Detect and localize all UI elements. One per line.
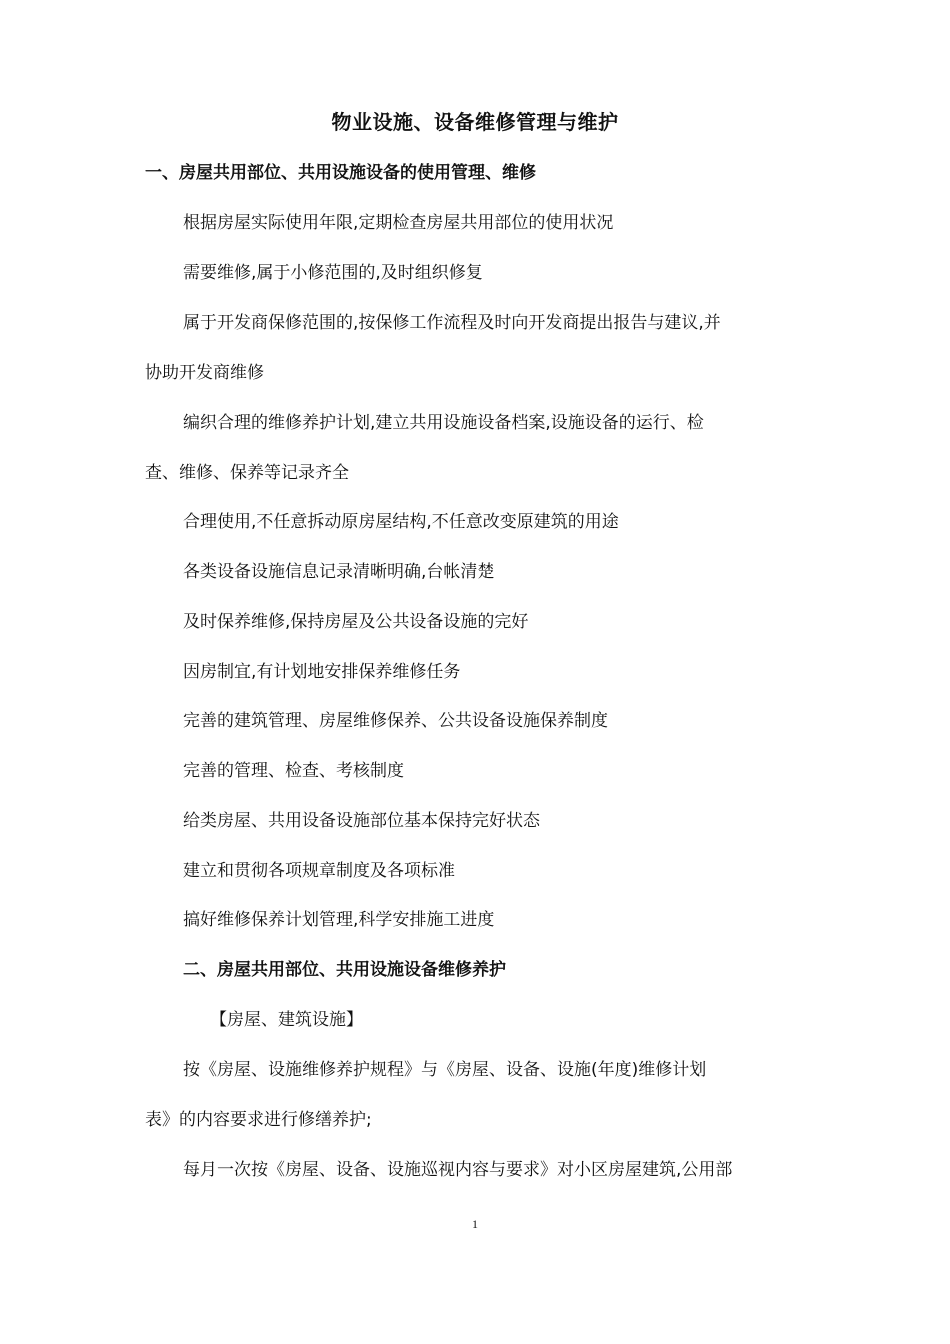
page-number: 1 [472, 1217, 478, 1231]
paragraph-line: 表》的内容要求进行修缮养护; [145, 1110, 372, 1130]
section-heading-2: 二、房屋共用部位、共用设施设备维修养护 [183, 960, 506, 980]
paragraph-line: 根据房屋实际使用年限,定期检查房屋共用部位的使用状况 [183, 213, 614, 233]
paragraph-line: 搞好维修保养计划管理,科学安排施工进度 [183, 910, 495, 930]
paragraph-line: 各类设备设施信息记录清晰明确,台帐清楚 [183, 562, 495, 582]
section-heading-1: 一、房屋共用部位、共用设施设备的使用管理、维修 [145, 163, 536, 183]
paragraph-line: 完善的管理、检查、考核制度 [183, 761, 404, 781]
paragraph-line: 建立和贯彻各项规章制度及各项标准 [183, 861, 455, 881]
document-title: 物业设施、设备维修管理与维护 [331, 110, 619, 134]
paragraph-line: 需要维修,属于小修范围的,及时组织修复 [183, 263, 483, 283]
paragraph-line: 每月一次按《房屋、设备、设施巡视内容与要求》对小区房屋建筑,公用部 [183, 1160, 733, 1180]
paragraph-line: 编织合理的维修养护计划,建立共用设施设备档案,设施设备的运行、检 [183, 413, 704, 433]
paragraph-line: 属于开发商保修范围的,按保修工作流程及时向开发商提出报告与建议,并 [183, 313, 721, 333]
paragraph-line: 协助开发商维修 [145, 363, 264, 383]
paragraph-line: 因房制宜,有计划地安排保养维修任务 [183, 662, 461, 682]
paragraph-line: 及时保养维修,保持房屋及公共设备设施的完好 [183, 612, 529, 632]
paragraph-line: 合理使用,不任意拆动原房屋结构,不任意改变原建筑的用途 [183, 512, 619, 532]
paragraph-line: 给类房屋、共用设备设施部位基本保持完好状态 [183, 811, 540, 831]
subsection-label: 【房屋、建筑设施】 [210, 1010, 363, 1030]
paragraph-line: 完善的建筑管理、房屋维修保养、公共设备设施保养制度 [183, 711, 608, 731]
paragraph-line: 按《房屋、设施维修养护规程》与《房屋、设备、设施(年度)维修计划 [183, 1060, 707, 1080]
paragraph-line: 查、维修、保养等记录齐全 [145, 463, 349, 483]
